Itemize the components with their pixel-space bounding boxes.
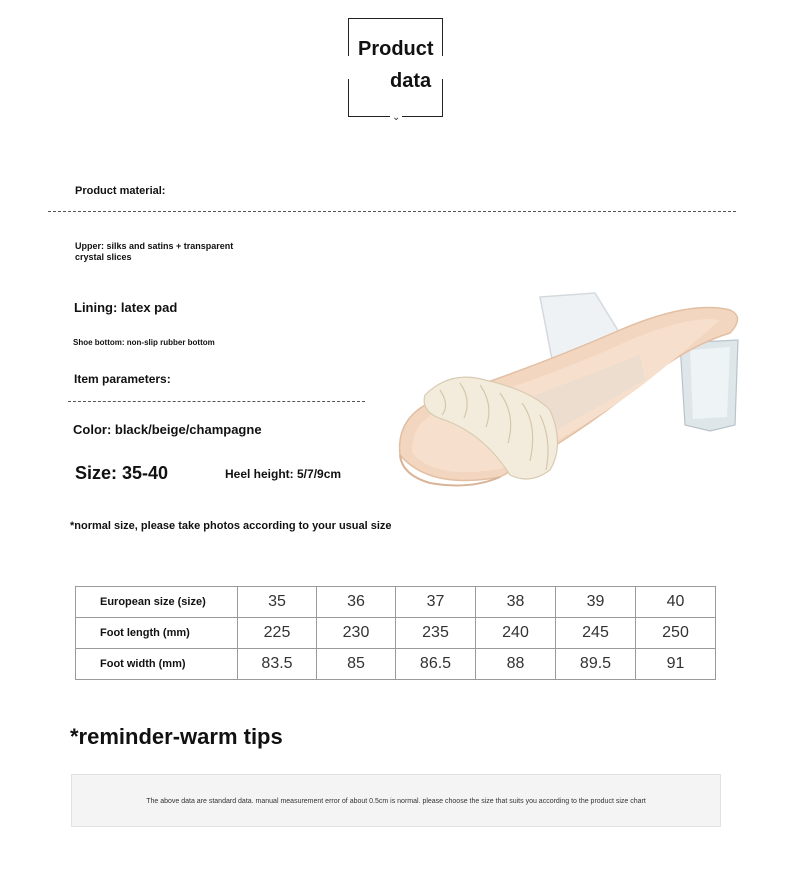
- row-label: Foot width (mm): [76, 649, 238, 680]
- table-cell: 88: [476, 649, 556, 680]
- table-cell: 38: [476, 587, 556, 618]
- lining-material: Lining: latex pad: [74, 300, 178, 315]
- table-cell: 83.5: [238, 649, 317, 680]
- divider: [48, 211, 736, 212]
- row-label: Foot length (mm): [76, 618, 238, 649]
- table-cell: 235: [396, 618, 476, 649]
- parameters-heading: Item parameters:: [74, 372, 171, 386]
- table-row: [76, 649, 716, 680]
- table-cell: 36: [317, 587, 396, 618]
- table-cell: 40: [636, 587, 716, 618]
- material-heading: Product material:: [75, 185, 166, 197]
- section-title-box: [348, 18, 443, 123]
- reminder-text: The above data are standard data. manual measurement error of about 0.5cm is normal. please choose the size that suits you according to the product size chart: [146, 798, 646, 805]
- table-cell: 91: [636, 649, 716, 680]
- row-label: European size (size): [76, 587, 238, 618]
- table-cell: 35: [238, 587, 317, 618]
- table-cell: 245: [556, 618, 636, 649]
- upper-material: Upper: silks and satins + transparent crystal slices: [75, 241, 234, 262]
- table-row: [76, 587, 716, 618]
- sole-material: Shoe bottom: non-slip rubber bottom: [73, 338, 215, 347]
- reminder-title: *reminder-warm tips: [70, 724, 283, 749]
- chevron-down-icon: ⌄: [392, 112, 401, 123]
- size-range: Size: 35-40: [75, 463, 169, 483]
- table-cell: 240: [476, 618, 556, 649]
- table-cell: 86.5: [396, 649, 476, 680]
- table-cell: 37: [396, 587, 476, 618]
- table-cell: 89.5: [556, 649, 636, 680]
- heel-highlight: [690, 347, 730, 419]
- reminder-box: [71, 774, 721, 827]
- section-title-line2: data: [390, 70, 432, 92]
- heel-height: Heel height: 5/7/9cm: [225, 467, 342, 481]
- size-note: *normal size, please take photos according to your usual size: [70, 520, 392, 532]
- divider: [68, 401, 365, 402]
- section-title-line1: Product: [358, 38, 434, 60]
- color-options: Color: black/beige/champagne: [73, 422, 262, 437]
- table-cell: 250: [636, 618, 716, 649]
- table-cell: 39: [556, 587, 636, 618]
- sandal-image: [390, 285, 745, 495]
- table-cell: 85: [317, 649, 396, 680]
- table-cell: 225: [238, 618, 317, 649]
- table-row: [76, 618, 716, 649]
- size-table: [75, 586, 716, 680]
- table-cell: 230: [317, 618, 396, 649]
